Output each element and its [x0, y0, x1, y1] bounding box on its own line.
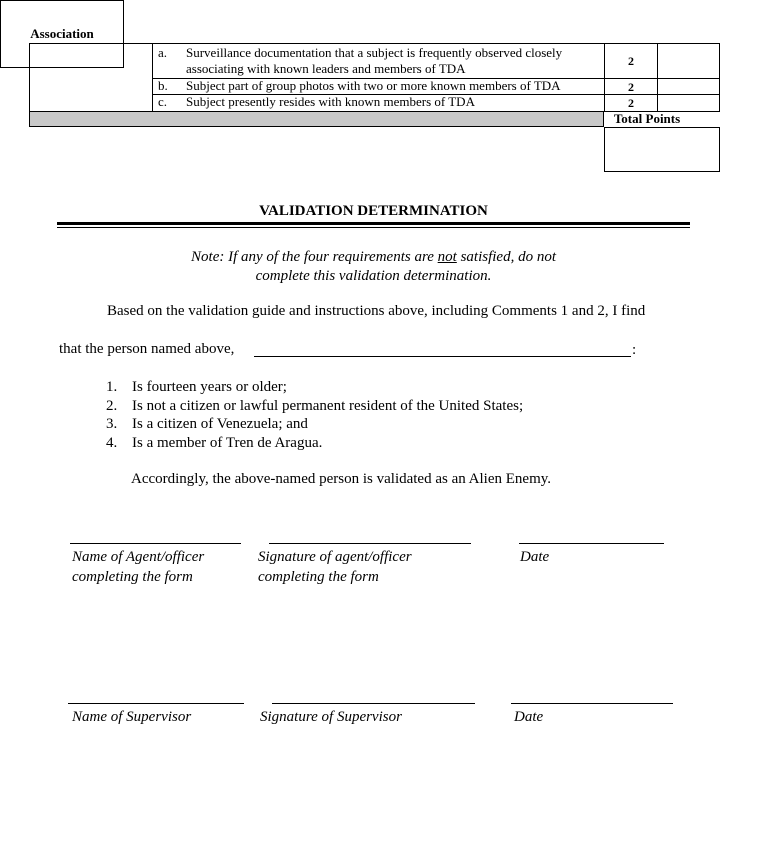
- item-text: Is not a citizen or lawful permanent resident of the United States;: [132, 397, 524, 414]
- list-item: [106, 434, 523, 453]
- list-item: [106, 415, 523, 434]
- supervisor-date-label: Date: [514, 709, 544, 725]
- item-text: Is fourteen years or older;: [132, 379, 287, 395]
- finding-text: Based on the validation guide and instructions above, including Comments 1 and 2, I find: [107, 303, 646, 319]
- conclusion-text: Accordingly, the above-named person is validated as an Alien Enemy.: [131, 471, 552, 487]
- agent-signature-label: [258, 547, 412, 587]
- row-points: 2: [628, 54, 634, 68]
- row-letter: a.: [158, 45, 168, 60]
- validation-note: [57, 248, 690, 286]
- list-item: [106, 397, 523, 416]
- item-number: 4.: [106, 434, 118, 451]
- table-divider: [657, 43, 658, 111]
- row-text: associating with known leaders and members of TDA: [186, 61, 466, 76]
- supervisor-name-label: Name of Supervisor: [72, 709, 192, 725]
- shaded-row: [29, 111, 604, 127]
- supervisor-name-line[interactable]: [68, 703, 244, 704]
- label-line: Name of Agent/officer: [72, 549, 205, 565]
- criteria-table: [0, 0, 758, 126]
- row-points: 2: [628, 80, 634, 94]
- note-text: complete this validation determination.: [255, 268, 492, 284]
- row-points: 2: [628, 96, 634, 110]
- row-text: Subject presently resides with known members of TDA: [186, 94, 475, 109]
- item-number: 3.: [106, 416, 118, 432]
- note-text: Note: If any of the four requirements are: [191, 249, 438, 265]
- list-item: [106, 378, 523, 397]
- table-row: [158, 95, 598, 110]
- item-text: Is a member of Tren de Aragua.: [132, 434, 323, 451]
- agent-name-label: [72, 547, 204, 587]
- agent-date-label: Date: [520, 549, 550, 565]
- section-title: VALIDATION DETERMINATION: [259, 203, 488, 219]
- person-name-blank[interactable]: [254, 356, 631, 357]
- finding-colon: :: [632, 342, 637, 358]
- table-row: [158, 46, 598, 76]
- table-row: [158, 79, 598, 94]
- item-number: 1.: [106, 379, 118, 395]
- category-cell: Association: [0, 0, 124, 68]
- note-text: satisfied, do not: [456, 249, 556, 265]
- label-line: Signature of agent/officer: [258, 549, 412, 565]
- agent-name-line[interactable]: [70, 543, 241, 544]
- item-number: 2.: [106, 397, 118, 414]
- total-points-label: Total Points: [613, 111, 681, 126]
- label-line: completing the form: [258, 569, 379, 585]
- label-line: completing the form: [72, 569, 193, 585]
- row-letter: b.: [158, 78, 168, 93]
- total-points-box[interactable]: [604, 127, 720, 172]
- row-text: Subject part of group photos with two or more known members of TDA: [186, 78, 561, 93]
- agent-date-line[interactable]: [519, 543, 664, 544]
- finding-text: that the person named above,: [59, 341, 235, 357]
- supervisor-signature-line[interactable]: [272, 703, 475, 704]
- table-divider: [152, 43, 153, 111]
- row-letter: c.: [158, 94, 168, 109]
- supervisor-signature-label: Signature of Supervisor: [260, 709, 402, 725]
- title-rule: [57, 227, 690, 228]
- row-text: Surveillance documentation that a subject is frequently observed closely: [186, 45, 563, 60]
- item-text: Is a citizen of Venezuela; and: [132, 416, 308, 432]
- title-rule: [57, 222, 690, 225]
- note-emphasis: not: [437, 249, 457, 265]
- supervisor-date-line[interactable]: [511, 703, 673, 704]
- agent-signature-line[interactable]: [269, 543, 471, 544]
- requirements-list: [106, 378, 523, 452]
